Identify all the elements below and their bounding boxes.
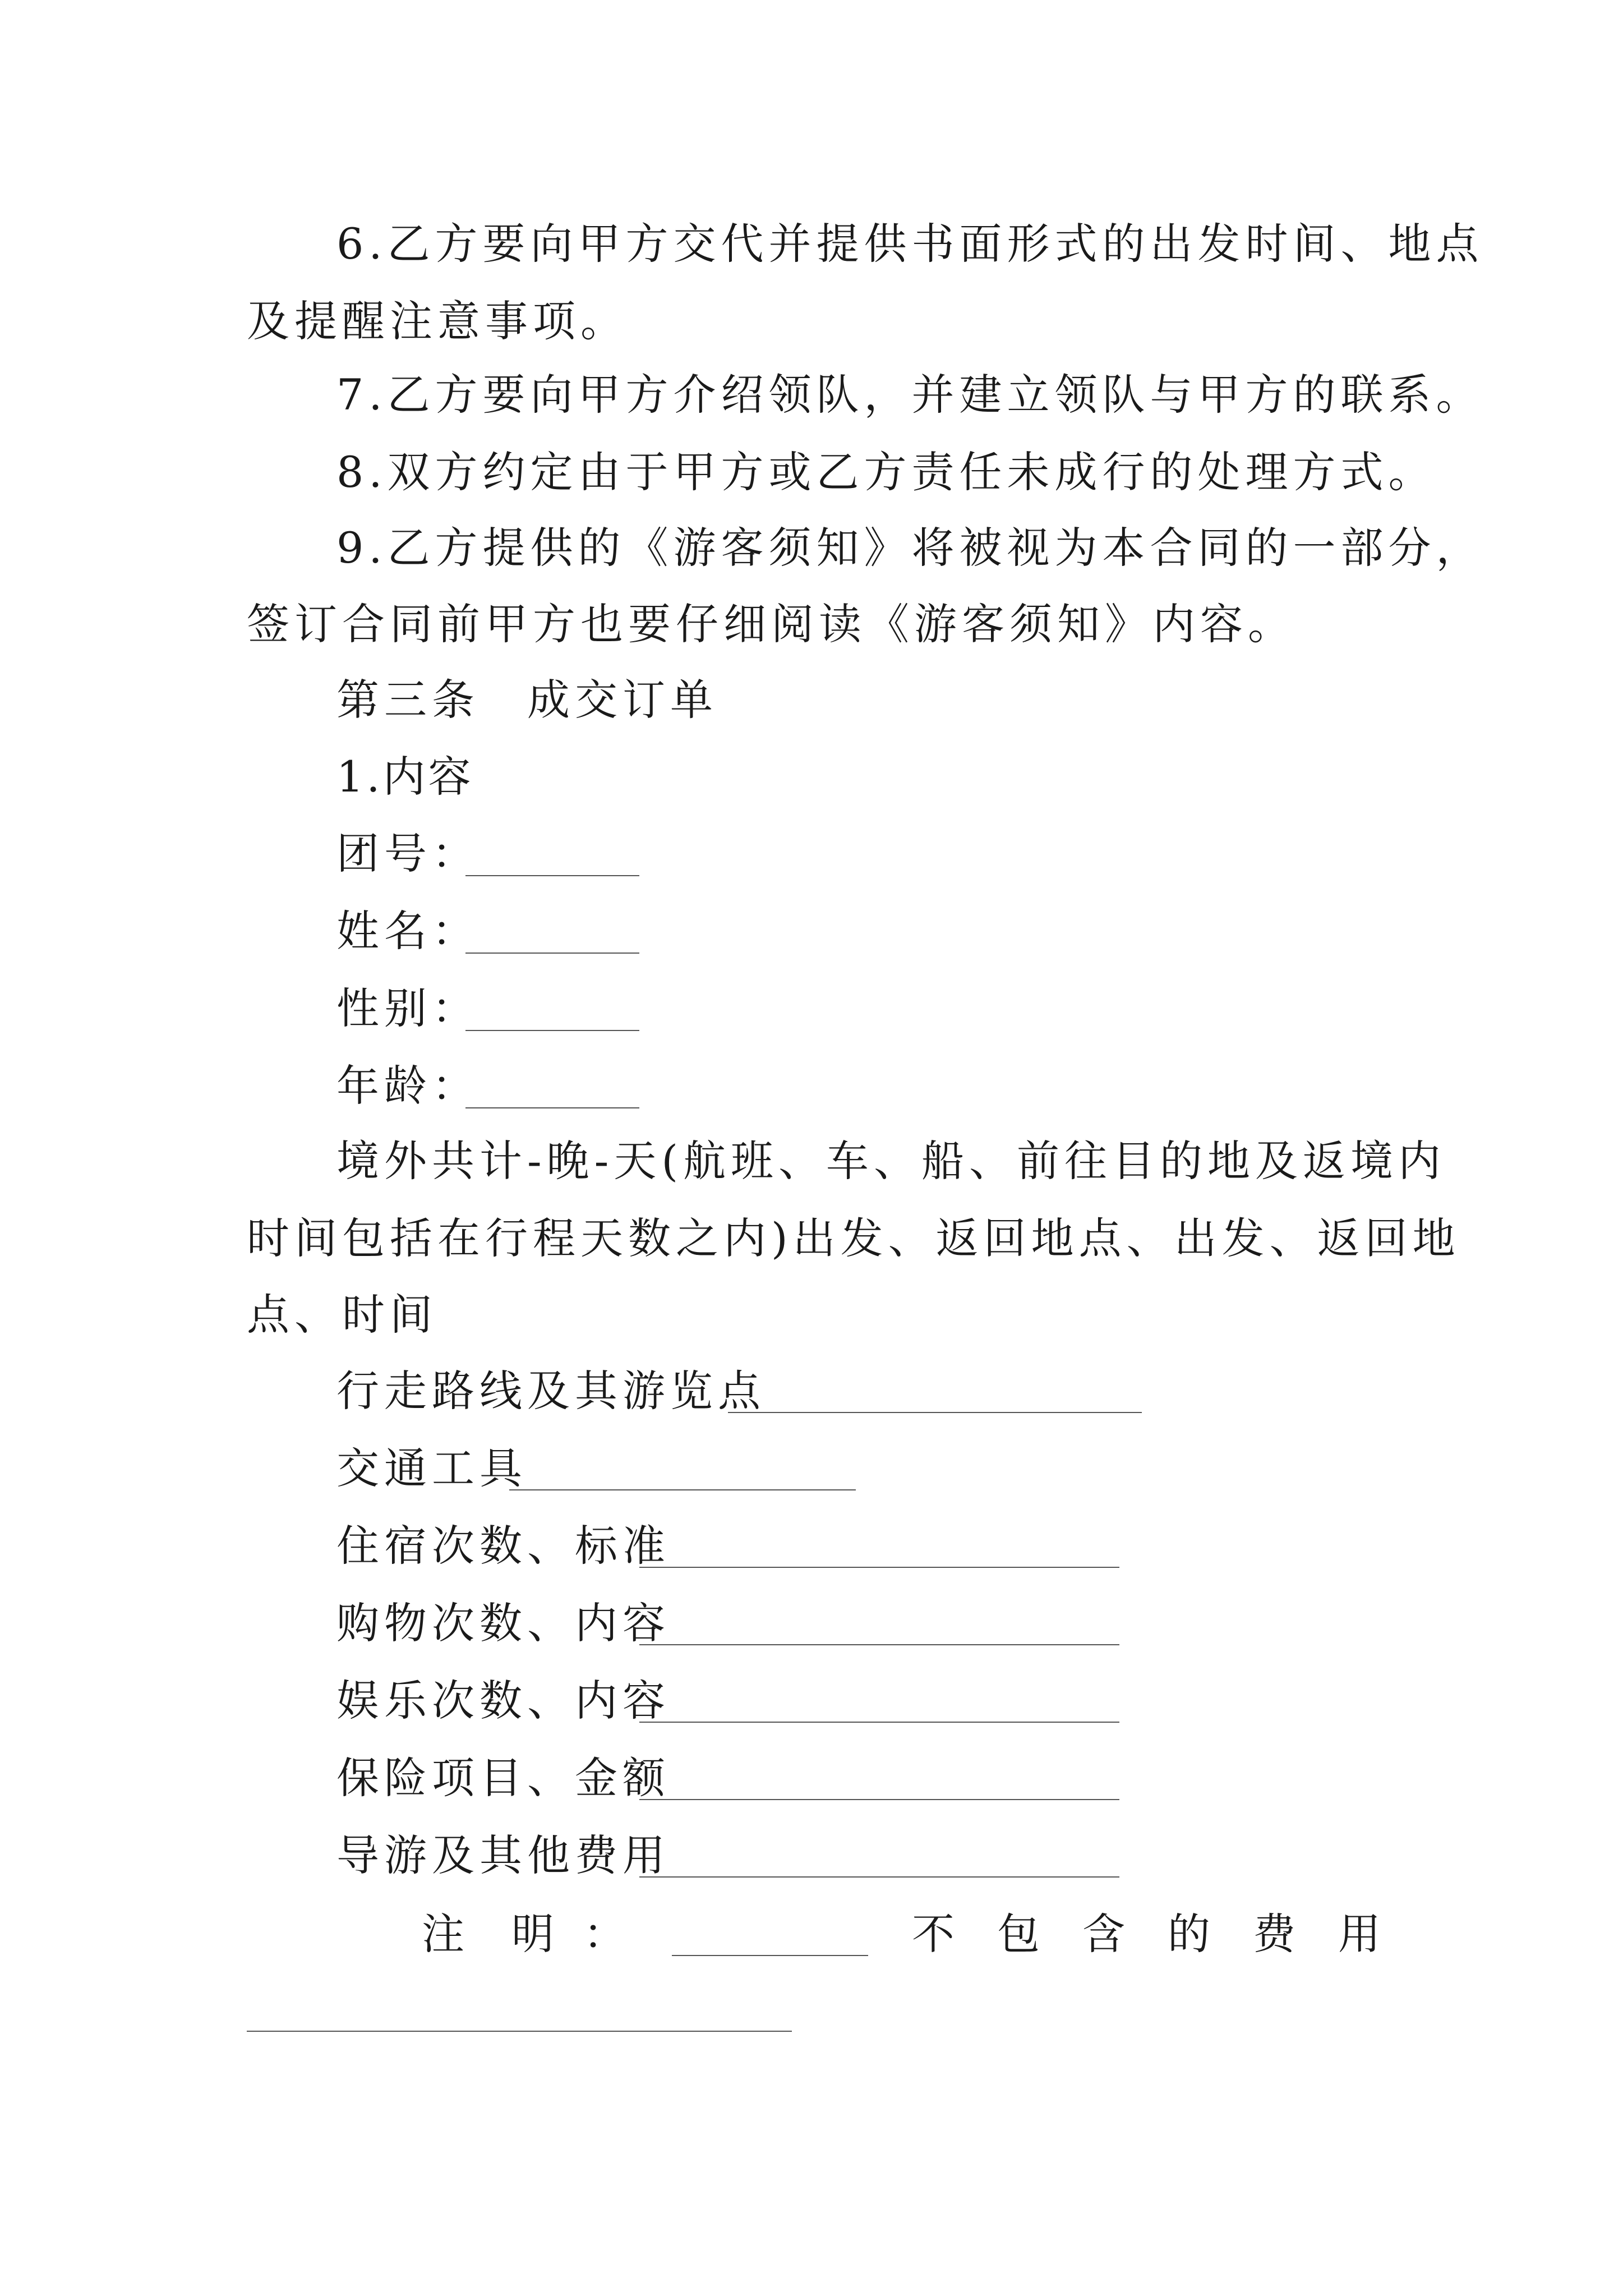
note-char-9: 用 bbox=[1338, 1909, 1381, 1959]
entertainment-blank bbox=[639, 1722, 1119, 1723]
note-char-6: 含 bbox=[1082, 1909, 1125, 1959]
lodging-label: 住宿次数、标准 bbox=[336, 1521, 670, 1571]
note-char-8: 费 bbox=[1253, 1909, 1295, 1959]
shopping-label: 购物次数、内容 bbox=[336, 1598, 670, 1648]
gender-label: 性别： bbox=[336, 983, 479, 1033]
lodging-blank bbox=[639, 1567, 1119, 1568]
route-blank bbox=[728, 1412, 1142, 1413]
content-heading: 1.内容 bbox=[336, 752, 474, 802]
insurance-label: 保险项目、金额 bbox=[336, 1753, 670, 1803]
clause-7: 7.乙方要向甲方介绍领队，并建立领队与甲方的联系。 bbox=[336, 370, 1484, 420]
name-blank bbox=[465, 953, 639, 954]
insurance-blank bbox=[639, 1799, 1119, 1800]
age-blank bbox=[465, 1107, 639, 1108]
clause-6-line-2: 及提醒注意事项。 bbox=[247, 296, 628, 346]
note-char-2: 明 bbox=[511, 1909, 554, 1959]
article-3-heading: 第三条 成交订单 bbox=[336, 675, 718, 725]
excluded-fees-blank bbox=[247, 2031, 792, 2032]
shopping-blank bbox=[639, 1644, 1119, 1645]
note-char-3: ： bbox=[583, 1909, 626, 1959]
clause-8: 8.双方约定由于甲方或乙方责任未成行的处理方式。 bbox=[336, 447, 1436, 497]
clause-9-line-1: 9.乙方提供的《游客须知》将被视为本合同的一部分， bbox=[336, 523, 1484, 573]
note-blank bbox=[672, 1955, 868, 1956]
note-char-4: 不 bbox=[912, 1909, 955, 1959]
entertainment-label: 娱乐次数、内容 bbox=[336, 1676, 670, 1726]
guide-fees-blank bbox=[639, 1876, 1119, 1878]
note-char-1: 注 bbox=[422, 1909, 464, 1959]
gender-blank bbox=[465, 1030, 639, 1031]
age-label: 年龄： bbox=[336, 1061, 479, 1111]
clause-6-line-1: 6.乙方要向甲方交代并提供书面形式的出发时间、地点 bbox=[336, 219, 1484, 269]
guide-fees-label: 导游及其他费用 bbox=[336, 1830, 670, 1880]
trip-line-1: 境外共计-晚-天(航班、车、船、前往目的地及返境内 bbox=[336, 1136, 1446, 1186]
group-no-label: 团号： bbox=[336, 829, 479, 878]
route-label: 行走路线及其游览点 bbox=[336, 1366, 766, 1416]
trip-line-3: 点、时间 bbox=[247, 1290, 437, 1340]
group-no-blank bbox=[465, 875, 639, 876]
trip-line-2: 时间包括在行程天数之内)出发、返回地点、出发、返回地 bbox=[247, 1213, 1460, 1263]
name-label: 姓名： bbox=[336, 906, 479, 956]
clause-9-line-2: 签订合同前甲方也要仔细阅读《游客须知》内容。 bbox=[247, 599, 1295, 649]
transport-label: 交通工具 bbox=[336, 1443, 527, 1493]
note-char-5: 包 bbox=[997, 1909, 1040, 1959]
transport-blank bbox=[509, 1489, 856, 1490]
note-char-7: 的 bbox=[1168, 1909, 1210, 1959]
